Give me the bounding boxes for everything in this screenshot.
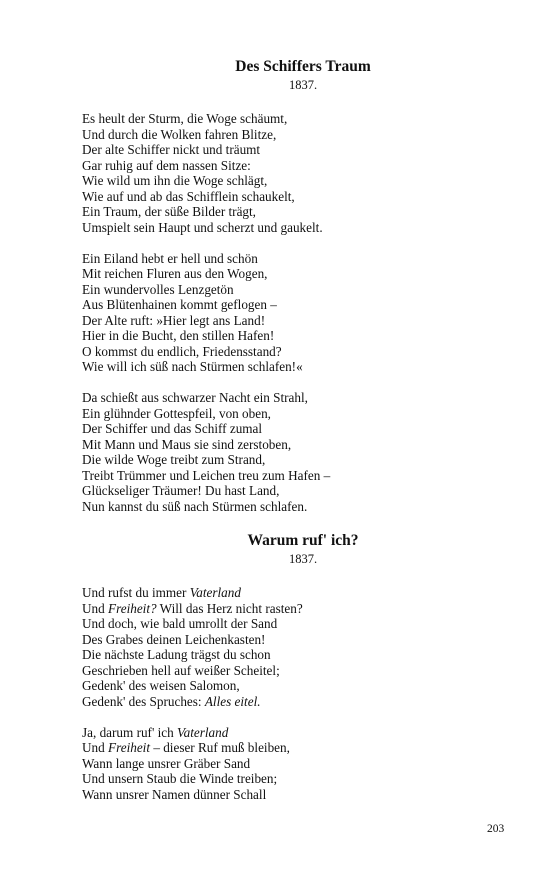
verse-line: Da schießt aus schwarzer Nacht ein Strahl, <box>82 390 308 405</box>
verse-line: Der alte Schiffer nickt und träumt <box>82 142 261 157</box>
verse-line: Wie will ich süß nach Stürmen schlafen!« <box>82 359 303 374</box>
verse-line: Hier in die Bucht, den stillen Hafen! <box>82 328 275 343</box>
poem-title: Des Schiffers Traum <box>235 58 371 75</box>
verse-line: Und unsern Staub die Winde treiben; <box>82 771 278 786</box>
verse-line: Glückseliger Träumer! Du hast Land, <box>82 483 280 498</box>
verse-line: Wie auf und ab das Schifflein schaukelt, <box>82 188 295 204</box>
stanza <box>82 585 512 709</box>
page-number: 203 <box>487 823 505 835</box>
verse-line: Geschrieben hell auf weißer Scheitel; <box>82 662 280 678</box>
verse-emphasis: Alles eitel. <box>204 693 261 709</box>
stanza <box>82 251 512 375</box>
verse-line: Der Schiffer und das Schiff zumal <box>82 421 263 436</box>
verse-emphasis: Vaterland <box>189 585 241 600</box>
verse-line: Aus Blütenhainen kommt geflogen – <box>82 297 277 312</box>
verse-line: Nun kannst du süß nach Stürmen schlafen. <box>82 498 308 514</box>
poem-body <box>82 111 512 514</box>
stanza <box>82 725 512 803</box>
verse-text: Und <box>82 740 109 755</box>
verse-emphasis: Vaterland <box>177 724 229 740</box>
verse-line <box>82 694 512 710</box>
verse-line <box>82 725 512 741</box>
verse-line: Es heult der Sturm, die Woge schäumt, <box>82 111 288 126</box>
verse-line: Ein Eiland hebt er hell und schön <box>82 250 258 266</box>
verse-emphasis: Freiheit <box>108 740 151 755</box>
poem-year: 1837. <box>288 78 318 92</box>
verse-line: Die wilde Woge treibt zum Strand, <box>82 452 266 467</box>
verse-emphasis: Freiheit? <box>108 600 157 616</box>
poem-year: 1837. <box>288 552 318 566</box>
verse-text: Und <box>82 600 109 616</box>
verse-line <box>82 740 512 756</box>
poem-2 <box>82 531 512 802</box>
verse-line: Mit Mann und Maus sie sind zerstoben, <box>82 436 292 452</box>
poem-1 <box>82 57 512 514</box>
verse-line: Gedenk' des weisen Salomon, <box>82 678 240 693</box>
verse-text: Will das Herz nicht rasten? <box>156 600 303 616</box>
verse-line: Ein wundervolles Lenzgetön <box>82 281 234 297</box>
verse-line: Die nächste Ladung trägst du schon <box>82 647 271 662</box>
verse-line: Und doch, wie bald umrollt der Sand <box>82 616 278 631</box>
verse-text: – dieser Ruf muß bleiben, <box>150 740 290 755</box>
verse-line: Wann unsrer Namen dünner Schall <box>82 786 267 802</box>
verse-line: Mit reichen Fluren aus den Wogen, <box>82 266 268 281</box>
poem-title: Warum ruf' ich? <box>247 532 359 549</box>
verse-line: Des Grabes deinen Leichenkasten! <box>82 631 266 647</box>
verse-text: Gedenk' des Spruches: <box>82 693 205 709</box>
poem-body <box>82 585 512 802</box>
verse-line: Der Alte ruft: »Hier legt ans Land! <box>82 312 266 328</box>
stanza <box>82 390 512 514</box>
verse-line: Treibt Trümmer und Leichen treu zum Hafen – <box>82 467 331 483</box>
verse-line <box>82 601 512 617</box>
verse-text: Ja, darum ruf' ich <box>82 724 178 740</box>
verse-line: Und durch die Wolken fahren Blitze, <box>82 126 277 142</box>
verse-line: Ein Traum, der süße Bilder trägt, <box>82 204 256 219</box>
verse-text: Und rufst du immer <box>82 585 190 600</box>
verse-line: Wann lange unsrer Gräber Sand <box>82 755 251 771</box>
verse-line: Ein glühnder Gottespfeil, von oben, <box>82 405 271 421</box>
verse-line: Umspielt sein Haupt und scherzt und gaukelt. <box>82 219 323 235</box>
verse-line: O kommst du endlich, Friedensstand? <box>82 343 282 359</box>
verse-line <box>82 585 512 601</box>
stanza <box>82 111 512 235</box>
verse-line: Wie wild um ihn die Woge schlägt, <box>82 173 268 188</box>
verse-line: Gar ruhig auf dem nassen Sitze: <box>82 157 251 173</box>
